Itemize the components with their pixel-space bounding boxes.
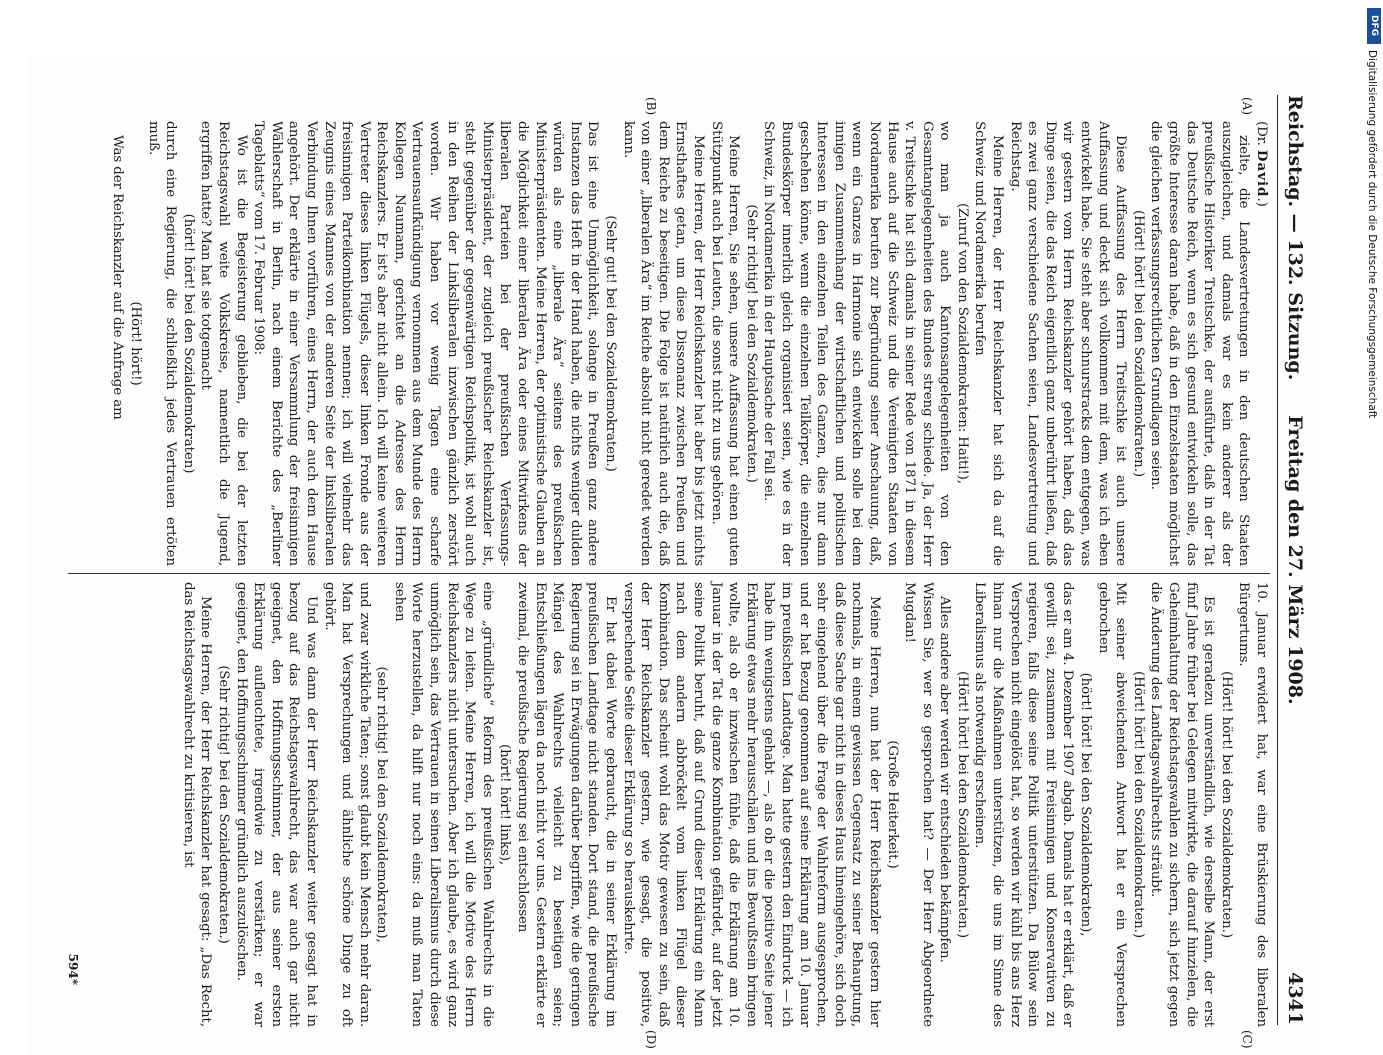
- interjection: (hört! hört! bei den Sozialdemokraten),: [1078, 672, 1094, 937]
- paragraph: und zwar wirkliche Taten; sonst glaubt kein Mensch mehr daran. Man hat Versprechungen und ähnliche schöne Dinge zu oft gehört.: [321, 582, 372, 1027]
- paragraph: zielte, die Landesvertretungen in den deutschen Staaten auszugleichen, und damals war es kein anderer als der preußische Historiker Treitschke, der ausführte, daß in der Tat das Deutsche Reich, wenn es sich gesund entwickeln solle, das größte Interesse daran habe, daß in den Einzelstaaten möglichst die gleichen verfassungsrechtlichen Grundlagen seien.: [1148, 121, 1252, 566]
- digitization-strip: [1364, 4, 1383, 996]
- quotation: Wo ist die Begeisterung geblieben, die bei der letzten Reichstagswahl weite Volkskreise, namentlich die Jugend, ergriffen hatte? Man hat sie totgemacht: [198, 121, 249, 566]
- paragraph: das er am 4. Dezember 1907 abgab. Damals hat er erklärt, daß er gewillt sei, zusammen mit Freisinnigen und Konservativen zu regieren, falls diese seine Politik unterstützen. Da Bülow sein Versprechen nicht eingelöst hat, so werden wir kühl bis ans Herz hinan nur die Maßnahmen unterstützen, die uns im Sinne des Liberalismus als notwendig erscheinen.: [972, 582, 1076, 1027]
- interjection: (Hört! hört! bei den Sozialdemokraten.): [954, 670, 970, 938]
- right-column: [179, 582, 1270, 1027]
- margin-mark-d: (D): [644, 1030, 658, 1049]
- header-rule: [1277, 95, 1278, 1025]
- paragraph: Alles andere aber werden wir entschieden bekämpfen.: [937, 596, 953, 963]
- speaker-line: [1252, 121, 1270, 566]
- paragraph: Mit seiner abweichenden Antwort hat er ein Versprechen gebrochen: [1095, 582, 1129, 1027]
- speaker-name: David: [1254, 149, 1270, 198]
- interjection: (hört! hört! bei den Sozialdemokraten): [180, 213, 196, 474]
- paragraph: Das ist eine Unmöglichkeit, solange in Preußen ganz andere Instanzen das Heft in der Hand haben, die nichts weniger dulden würden als eine „liberale Ära“ seitens des preußischen Ministerpräsidenten. Meine Herren, der optimistische Glauben an die Möglichkeit einer liberalen Ära oder eines Mitwirkens der liberalen Parteien bei der preußischen Verfassungs- Ministerpräsident, der zugleich preußischer Reichskanzler ist, steht gegenüber der gegenwärtigen Reichspolitik, ist wohl auch in den Reihen der Linksliberalen inzwischen gänzlich zerstört worden. Wir haben vor wenig Tagen eine scharfe Vertrauensaufkündigung vernommen aus dem Munde des Herrn Kollegen Naumann, gerichtet an die Adresse des Herrn Reichskanzlers. Er ist's aber nicht allein. Ich will keine weiteren Vertreter dieses linken Flügels, dieser linken Fronde aus der freisinnigen Parteikombination nennen; ich will vielmehr das Zeugnis eines Mannes von der anderen Seite der linksliberalen Verbindung Ihnen vorführen, eines Herrn, der auch dem Hause angehört. Der erklärte in einer Versammlung der freisinnigen Wählerschaft in Berlin, nach einem Berichte des „Berliner Tageblatts“ vom 17. Februar 1908:: [251, 121, 601, 566]
- paragraph: Diese Auffassung des Herrn Treitschke ist auch unsere Auffassung und deckt sich vollkommen mit dem, was ich eben entwickelt habe. Sie steht aber schnurstracks dem entgegen, was wir gestern vom Herrn Reichskanzler gehört haben, daß das Dinge seien, die das Reich eigentlich ganz unberührt ließen, daß es zwei ganz verschiedene Sachen seien, Landesvertretung und Reichstag.: [1007, 121, 1129, 566]
- interjection: (Hört! hört! bei den Sozialdemokraten.): [1218, 670, 1234, 938]
- column-divider: [68, 573, 1270, 574]
- left-column: [109, 121, 1270, 566]
- header-center: Freitag den 27. März 1908.: [1284, 415, 1306, 705]
- running-header: [1280, 95, 1306, 1025]
- interjection: (Zuruf von den Sozialdemokraten: Haiti!),: [954, 203, 970, 484]
- interjection: (Hört! hört!): [128, 301, 143, 386]
- paragraph: durch eine Regierung, die schließlich jedes Vertrauen ertöten muß.: [145, 121, 179, 566]
- interjection: (Hört! hört! bei den Sozialdemokraten.): [1130, 670, 1146, 938]
- paragraph: Wissen Sie, wer so gesprochen hat? — Der Herr Abgeordnete Mugdan!: [902, 582, 935, 1027]
- interjection: (Große Heiterkeit.): [884, 740, 900, 869]
- paragraph: Meine Herren, der Herr Reichskanzler hat gesagt: „Das Recht, das Reichstagswahlrecht zu kritisieren, ist: [180, 582, 214, 1027]
- header-left: Reichstag. — 132. Sitzung.: [1284, 95, 1306, 381]
- interjection: (Sehr gut! bei den Sozialdemokraten.): [603, 215, 619, 472]
- paragraph: Er hat dabei Worte gebraucht, die in seiner Erklärung im preußischen Landtage nicht standen. Dort stand, die preußische Regierung sei in Erwägungen darüber begriffen, wie die geringen Mängel des Wahlrechts vielleicht zu beseitigen seien; Entschließungen lägen da noch nicht vor uns. Gestern erklärte er zweimal, die preußische Regierung sei entschlossen: [515, 582, 619, 1027]
- page-number: 4341: [1284, 972, 1306, 1025]
- interjection: (Sehr richtig! bei den Sozialdemokraten.): [215, 665, 231, 944]
- digitization-note: Digitalisierung gefördert durch die Deutsche Forschungsgemeinschaft: [1366, 50, 1378, 419]
- paragraph: eine „gründliche“ Reform des preußischen Wahlrechts in die Wege zu leiten. Meine Herren, ich will die Motive des Herrn Reichskanzlers nicht untersuchen. Aber ich glaube, es wird ganz unmöglich sein, das Vertrauen in seinen Liberalismus durch diese Worte herzustellen, da hilft nur noch eins: da muß man Taten sehen: [391, 582, 495, 1027]
- scanned-page: [28, 55, 1318, 1055]
- margin-mark-a: (A): [1240, 97, 1254, 116]
- paragraph: Meine Herren, der Herr Reichskanzler hat aber bis jetzt nichts Ernsthaftes getan, um diese Dissonanz zwischen Preußen und dem Reiche zu beseitigen. Die Folge ist natürlich auch die, daß von einer „liberalen Ära“ im Reiche absolut nicht geredet werden kann.: [620, 121, 706, 566]
- paragraph: Meine Herren, nun hat der Herr Reichskanzler gestern hier nochmals, in einem gewissen Gegensatz zu seiner Behauptung, daß diese Sache gar nicht in dieses Haus hineingehöre, sich doch sehr eingehend über die Frage der Wahlreform ausgesprochen, und er hat Bezug genommen auf seine Erklärung am 10. Januar im preußischen Landtage. Man hatte gestern den Eindruck — ich habe ihn wenigstens gehabt —, als ob er die positive Seite jener Erklärung etwas mehr herausschälen und ins Bewußtsein bringen wollte, als ob er inzwischen fühle, daß die Erklärung am 10. Januar in der Tat die ganze Kombination gefährdet, auf der jetzt seine Politik beruht, daß auf Grund dieser Erklärung ein Mann nach dem andern abbröckelt vom linken Flügel dieser Kombination. Das scheint wohl das Motiv gewesen zu sein, daß der Herr Reichskanzler gestern, wie gesagt, die positive, versprechende Seite dieser Erklärung so herauskehrte.: [620, 582, 882, 1027]
- paragraph: Meine Herren, Sie sehen, unsere Auffassung hat einen guten Stützpunkt auch bei Leuten, die sonst nicht zu uns gehören.: [708, 121, 742, 566]
- paragraph: 10. Januar erwidert hat, war eine Brüskierung des liberalen Bürgertums.: [1236, 582, 1269, 1027]
- paragraph: Es ist geradezu unverständlich, wie derselbe Mann, der erst fünf Jahre früher bei Gelegen mitwirkte, die darauf hinzielen, die Geheimhaltung der Reichstagswahlen zu sichern, sich jetzt gegen die Änderung des Landtagswahlrechts sträubt.: [1148, 582, 1217, 1027]
- interjection: (Sehr richtig! bei den Sozialdemokraten.): [743, 204, 759, 483]
- paragraph: wo man ja auch Kantonsangelegenheiten von den Gesamtangelegenheiten des Bundes streng schiede. Ja, der Herr v. Treitschke hat sich damals in seiner Rede von 1871 in diesem Hause auch auf die Schweiz und die Vereinigten Staaten von Nordamerika berufen zur Begründung seiner Anschauung, daß, wenn ein Ganzes in Harmonie sich entwickeln solle bei dem innigen Zusammenhang der wirtschaftlichen und politischen Interessen in den einzelnen Teilen des Ganzen, dies nur dann geschehen könne, wenn die einzelnen Teilkörper, die einzelnen Bundeskörper innerlich gleich organisiert seien, wie es in der Schweiz, in Nordamerika in der Hauptsache der Fall sei.: [761, 121, 953, 566]
- speaker-suffix: .): [1254, 197, 1269, 207]
- paragraph: Was der Reichskanzler auf die Anfrage am: [110, 135, 126, 420]
- margin-mark-b: (B): [644, 97, 658, 116]
- paragraph: Meine Herren, der Herr Reichskanzler hat sich da auf die Schweiz und Nordamerika berufen: [972, 121, 1006, 566]
- interjection: (sehr richtig! bei den Sozialdemokraten),: [374, 666, 390, 943]
- paragraph: Und was dann der Herr Reichskanzler weiter gesagt hat in bezug auf das Reichstagswahlrecht, das war auch gar nicht geeignet, den Hoffnungsschimmer, der aus seiner ersten Erklärung aufleuchtete, irgendwie zu verstärken; er war geeignet, den Hoffnungsschimmer gründlich auszulöschen.: [233, 582, 319, 1027]
- speaker-prefix: (Dr.: [1254, 121, 1269, 150]
- dfg-logo: DFG: [1367, 8, 1381, 44]
- margin-mark-c: (C): [1240, 1030, 1254, 1049]
- printer-signature: 594*: [66, 953, 80, 985]
- interjection: (Hört! hört! bei den Sozialdemokraten.): [1130, 209, 1146, 477]
- interjection: (hört! hört! links),: [497, 743, 513, 866]
